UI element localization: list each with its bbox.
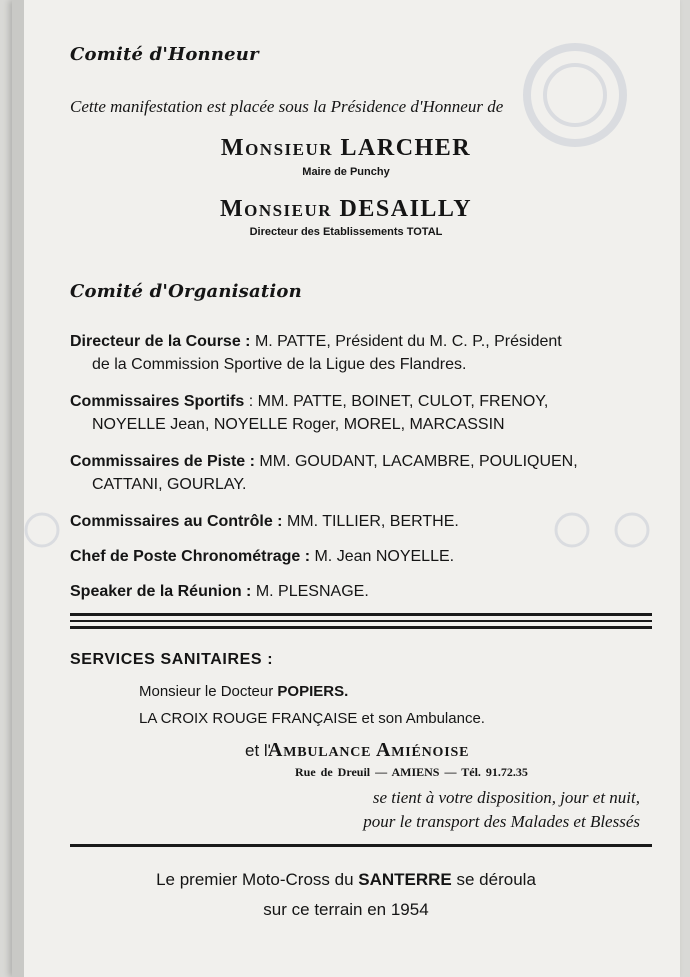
org-role: Commissaires de Piste :	[70, 453, 255, 470]
org-value: M. Jean NOYELLE.	[310, 548, 455, 565]
org-value: : MM. PATTE, BOINET, CULOT, FRENOY,	[244, 393, 549, 410]
docteur-name: POPIERS.	[277, 683, 349, 700]
divider-rule	[70, 844, 652, 847]
ambulance-transport: pour le transport des Malades et Blessés	[363, 812, 640, 831]
org-role: Commissaires au Contrôle :	[70, 513, 283, 530]
org-role: Commissaires Sportifs	[70, 393, 245, 410]
sanitaire-docteur	[139, 683, 348, 700]
org-entry-sportifs	[70, 390, 650, 436]
vip-name-2: Monsieur DESAILLY	[219, 196, 473, 222]
docteur-prefix: Monsieur le Docteur	[139, 683, 278, 700]
org-entry-speaker	[70, 580, 650, 603]
footer-text: Le premier Moto-Cross du	[156, 870, 359, 889]
ambulance-name: Ambulance Amiénoise	[268, 739, 470, 761]
org-value: MM. GOUDANT, LACAMBRE, POULIQUEN,	[254, 453, 578, 470]
org-value: M. PATTE, Président du M. C. P., Président	[250, 333, 562, 350]
ambulance-availability: se tient à votre disposition, jour et nuit,	[372, 788, 640, 807]
vip-role-1: Maire de Punchy	[302, 166, 390, 178]
org-value: M. PLESNAGE.	[251, 583, 369, 600]
org-value-continued: NOYELLE Jean, NOYELLE Roger, MOREL, MARCASSIN	[92, 416, 505, 433]
sanitaire-croix-rouge: LA CROIX ROUGE FRANÇAISE et son Ambulance.	[139, 710, 485, 727]
divider-rule	[70, 626, 652, 629]
honneur-intro: Cette manifestation est placée sous la Présidence d'Honneur de	[70, 97, 504, 116]
program-page	[12, 0, 680, 977]
services-sanitaires-title: SERVICES SANITAIRES :	[70, 651, 274, 668]
org-role: Chef de Poste Chronométrage :	[70, 548, 311, 565]
footer-highlight: SANTERRE	[358, 870, 452, 889]
ambulance-prefix: et l'	[245, 741, 271, 760]
org-entry-chronometrage	[70, 545, 650, 568]
vip-role-2: Directeur des Etablissements TOTAL	[249, 226, 443, 238]
ambulance-address: Rue de Dreuil — AMIENS — Tél. 91.72.35	[295, 765, 528, 779]
org-entry-directeur	[70, 330, 650, 376]
divider-rule	[70, 613, 652, 616]
footer-text: se déroula	[451, 870, 536, 889]
org-value: MM. TILLIER, BERTHE.	[282, 513, 459, 530]
org-value-continued: de la Commission Sportive de la Ligue des Flandres.	[92, 356, 467, 373]
org-entry-piste	[70, 450, 650, 496]
org-role: Speaker de la Réunion :	[70, 583, 252, 600]
section-heading-honneur: Comité d'Honneur	[70, 44, 259, 65]
footer-line-1	[12, 866, 680, 894]
section-heading-organisation: Comité d'Organisation	[70, 281, 302, 302]
show-through-emblem	[520, 40, 630, 150]
vip-name-1: Monsieur LARCHER	[220, 135, 472, 161]
footer-line-2: sur ce terrain en 1954	[263, 900, 429, 919]
org-entry-controle	[70, 510, 650, 533]
org-role: Directeur de la Course :	[70, 333, 251, 350]
org-value-continued: CATTANI, GOURLAY.	[92, 476, 247, 493]
divider-rule	[70, 620, 652, 622]
